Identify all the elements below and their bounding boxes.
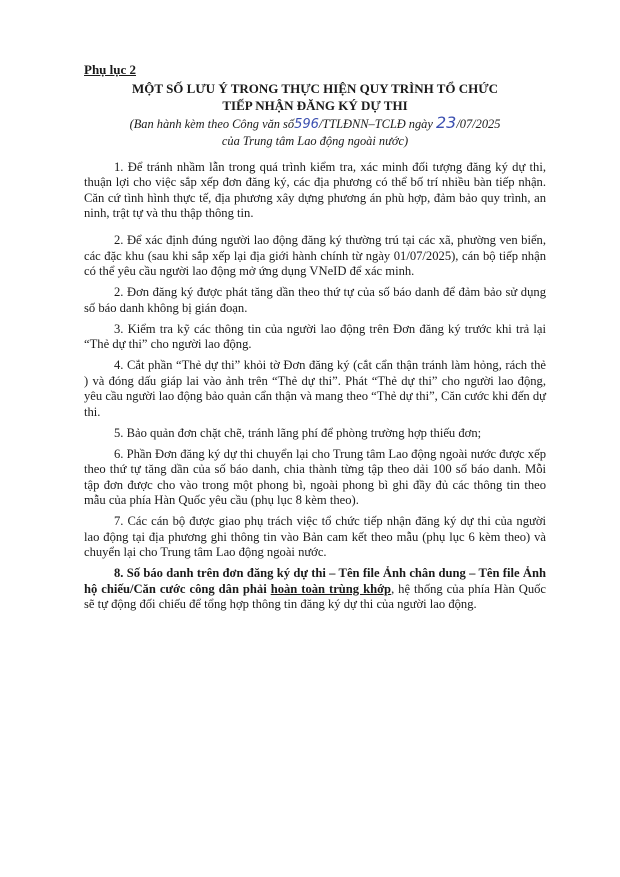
subtitle-line-1	[84, 114, 546, 133]
paragraph-9-rest: , hệ thống của phía Hàn Quốc sẽ tự động đối chiếu để tổng hợp thông tin đăng ký dự thi của người lao động.	[84, 581, 546, 611]
subtitle-suffix: /07/2025	[456, 116, 501, 131]
handwritten-day: 23	[435, 112, 457, 132]
paragraph-5: 4. Cắt phần “Thẻ dự thi” khỏi tờ Đơn đăng ký (cắt cẩn thận tránh làm hỏng, rách thẻ ) và đóng dấu giáp lai vào ảnh trên “Thẻ dự thi”. Phát “Thẻ dự thi” cho người lao động, yêu cầu người lao động bảo quản cẩn thận và mang theo “Thẻ dự thi”, Căn cước khi đến dự thi.	[84, 358, 546, 419]
paragraph-4: 3. Kiểm tra kỹ các thông tin của người lao động trên Đơn đăng ký trước khi trả lại “Thẻ dự thi” cho người lao động.	[84, 321, 546, 351]
document-page	[84, 62, 546, 618]
subtitle-line-2: của Trung tâm Lao động ngoài nước)	[221, 133, 409, 148]
paragraph-9	[84, 566, 546, 613]
paragraph-9-emphasis: hoàn toàn trùng khớp	[270, 581, 392, 596]
handwritten-doc-number: 596	[294, 116, 319, 132]
paragraph-8: 7. Các cán bộ được giao phụ trách việc tổ chức tiếp nhận đăng ký dự thi của người lao động tại địa phương ghi thông tin vào Bản cam kết theo mẫu (phụ lục 6 kèm theo) và chuyển lại cho Trung tâm Lao động ngoài nước.	[84, 514, 546, 559]
paragraph-7: 6. Phần Đơn đăng ký dự thi chuyển lại cho Trung tâm Lao động ngoài nước được xếp theo thứ tự tăng dần của số báo danh, chia thành từng tập theo dải 100 số báo danh. Mỗi tập đơn được cho vào trong một phong bì, ngoài phong bì ghi đầy đủ các thông tin theo mẫu của phía Hàn Quốc yêu cầu (phụ lục 8 kèm theo).	[84, 446, 546, 507]
paragraph-9-bold: 8. Số báo danh trên đơn đăng ký dự thi – Tên file Ảnh chân dung – Tên file Ảnh hộ chiếu/Căn cước công dân phải	[84, 566, 546, 596]
appendix-label: Phụ lục 2	[84, 62, 137, 77]
paragraph-2: 2. Để xác định đúng người lao động đăng ký thường trú tại các xã, phường ven biển, các đặc khu (sau khi sắp xếp lại địa giới hành chính từ ngày 01/07/2025), cán bộ tiếp nhận có thể yêu cầu người lao động mở ứng dụng VNeID để xác minh.	[84, 233, 546, 278]
title-line-2: TIẾP NHẬN ĐĂNG KÝ DỰ THI	[222, 97, 408, 113]
paragraph-6: 5. Bảo quản đơn chặt chẽ, tránh lãng phí để phòng trường hợp thiếu đơn;	[114, 425, 482, 440]
subtitle-mid: /TTLĐNN–TCLĐ ngày	[318, 116, 433, 131]
title-line-1: MỘT SỐ LƯU Ý TRONG THỰC HIỆN QUY TRÌNH TỔ CHỨC	[132, 80, 498, 96]
paragraph-3: 2. Đơn đăng ký được phát tăng dần theo thứ tự của số báo danh để đảm bảo sử dụng số báo danh không bị gián đoạn.	[84, 285, 546, 315]
paragraph-1: 1. Để tránh nhầm lẫn trong quá trình kiểm tra, xác minh đối tượng đăng ký dự thi, thuận lợi cho việc sắp xếp đơn đăng ký, các địa phương có thể bố trí nhiều bàn tiếp nhận. Căn cứ tình hình thực tế, địa phương xây dựng phương án phù hợp, đảm bảo quy trình, an ninh, trật tự và thu thập thông tin.	[84, 159, 546, 220]
subtitle-prefix: (Ban hành kèm theo Công văn số	[129, 116, 295, 131]
